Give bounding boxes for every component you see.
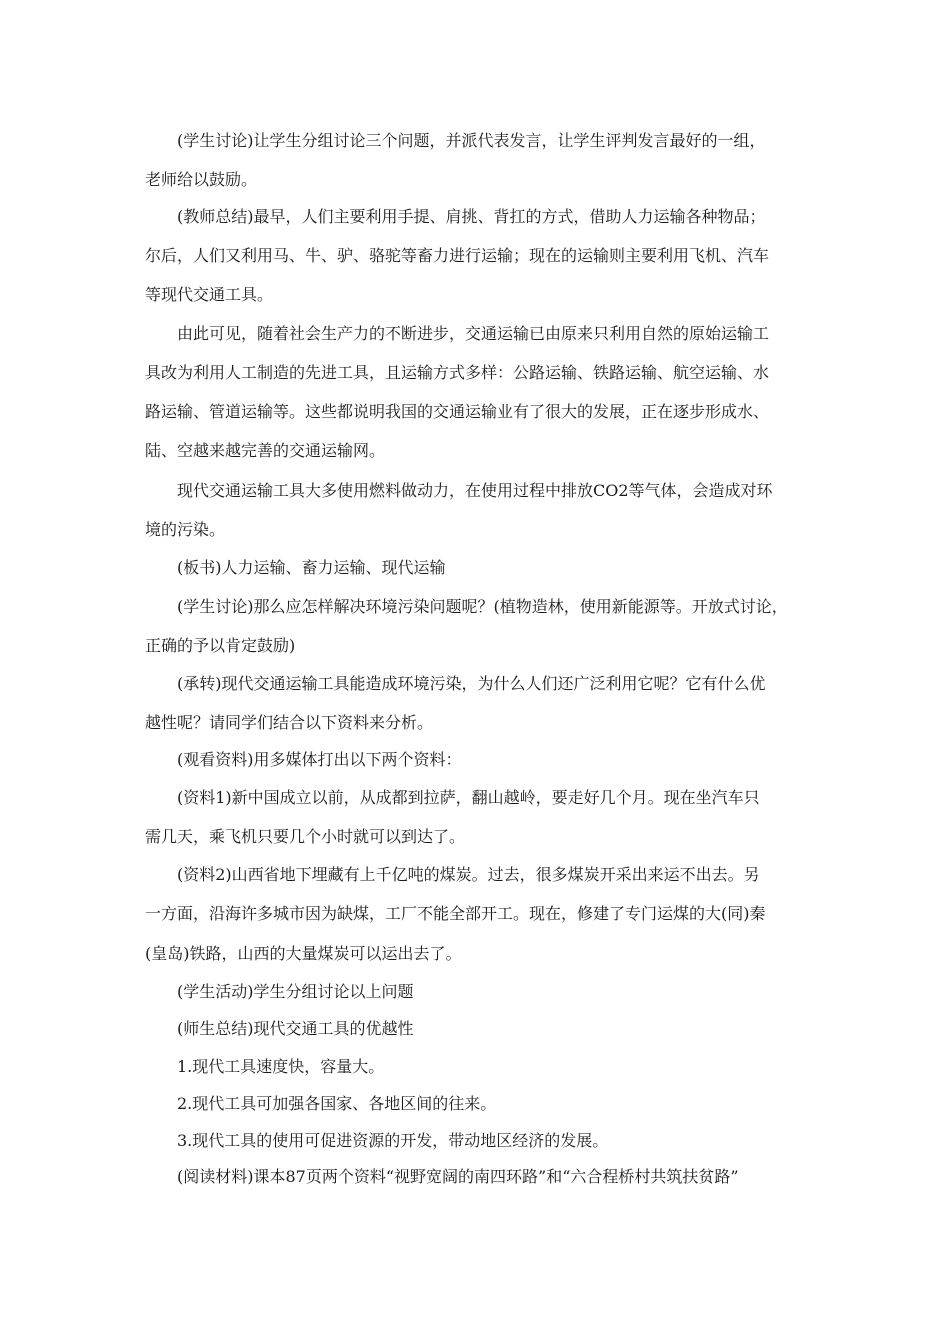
text-line: (学生活动)学生分组讨论以上问题 bbox=[177, 982, 414, 1001]
text-line: 尔后，人们又利用马、牛、驴、骆驼等畜力进行运输；现在的运输则主要利用飞机、汽车 bbox=[145, 246, 770, 265]
text-line: 越性呢？请同学们结合以下资料来分析。 bbox=[145, 713, 434, 732]
text-line: (教师总结)最早，人们主要利用手提、肩挑、背扛的方式，借助人力运输各种物品； bbox=[177, 207, 766, 226]
text-line: 现代交通运输工具大多使用燃料做动力，在使用过程中排放CO2等气体，会造成对环 bbox=[177, 481, 773, 500]
text-line: 正确的予以肯定鼓励) bbox=[145, 636, 296, 655]
text-line: 境的污染。 bbox=[145, 520, 226, 539]
text-line: 1.现代工具速度快，容量大。 bbox=[177, 1057, 385, 1076]
text-line: 2.现代工具可加强各国家、各地区间的往来。 bbox=[177, 1094, 497, 1113]
text-line: (皇岛)铁路，山西的大量煤炭可以运出去了。 bbox=[145, 944, 462, 963]
text-line: (承转)现代交通运输工具能造成环境污染，为什么人们还广泛利用它呢？它有什么优 bbox=[177, 674, 766, 693]
text-line: 等现代交通工具。 bbox=[145, 285, 274, 304]
text-line: 3.现代工具的使用可促进资源的开发，带动地区经济的发展。 bbox=[177, 1131, 609, 1150]
text-line: 老师给以鼓励。 bbox=[145, 170, 258, 189]
text-line: (观看资料)用多媒体打出以下两个资料： bbox=[177, 750, 462, 769]
text-line: (学生讨论)让学生分组讨论三个问题，并派代表发言，让学生评判发言最好的一组， bbox=[177, 131, 766, 150]
text-line: (资料1)新中国成立以前，从成都到拉萨，翻山越岭，要走好几个月。现在坐汽车只 bbox=[177, 788, 760, 807]
text-line: (阅读材料)课本87页两个资料“视野宽阔的南四环路”和“六合程桥村共筑扶贫路” bbox=[177, 1167, 739, 1186]
text-line: (师生总结)现代交通工具的优越性 bbox=[177, 1019, 414, 1038]
text-line: (板书)人力运输、畜力运输、现代运输 bbox=[177, 558, 446, 577]
text-line: 由此可见，随着社会生产力的不断进步，交通运输已由原来只利用自然的原始运输工 bbox=[177, 324, 770, 343]
text-line: 具改为利用人工制造的先进工具，且运输方式多样：公路运输、铁路运输、航空运输、水 bbox=[145, 363, 770, 382]
text-line: 需几天，乘飞机只要几个小时就可以到达了。 bbox=[145, 827, 466, 846]
text-line: (学生讨论)那么应怎样解决环境污染问题呢？(植物造林，使用新能源等。开放式讨论， bbox=[177, 597, 788, 616]
text-line: 陆、空越来越完善的交通运输网。 bbox=[145, 441, 386, 460]
text-line: 路运输、管道运输等。这些都说明我国的交通运输业有了很大的发展，正在逐步形成水、 bbox=[145, 402, 770, 421]
text-line: 一方面，沿海许多城市因为缺煤，工厂不能全部开工。现在，修建了专门运煤的大(同)秦 bbox=[145, 904, 766, 923]
text-line: (资料2)山西省地下埋藏有上千亿吨的煤炭。过去，很多煤炭开采出来运不出去。另 bbox=[177, 865, 760, 884]
